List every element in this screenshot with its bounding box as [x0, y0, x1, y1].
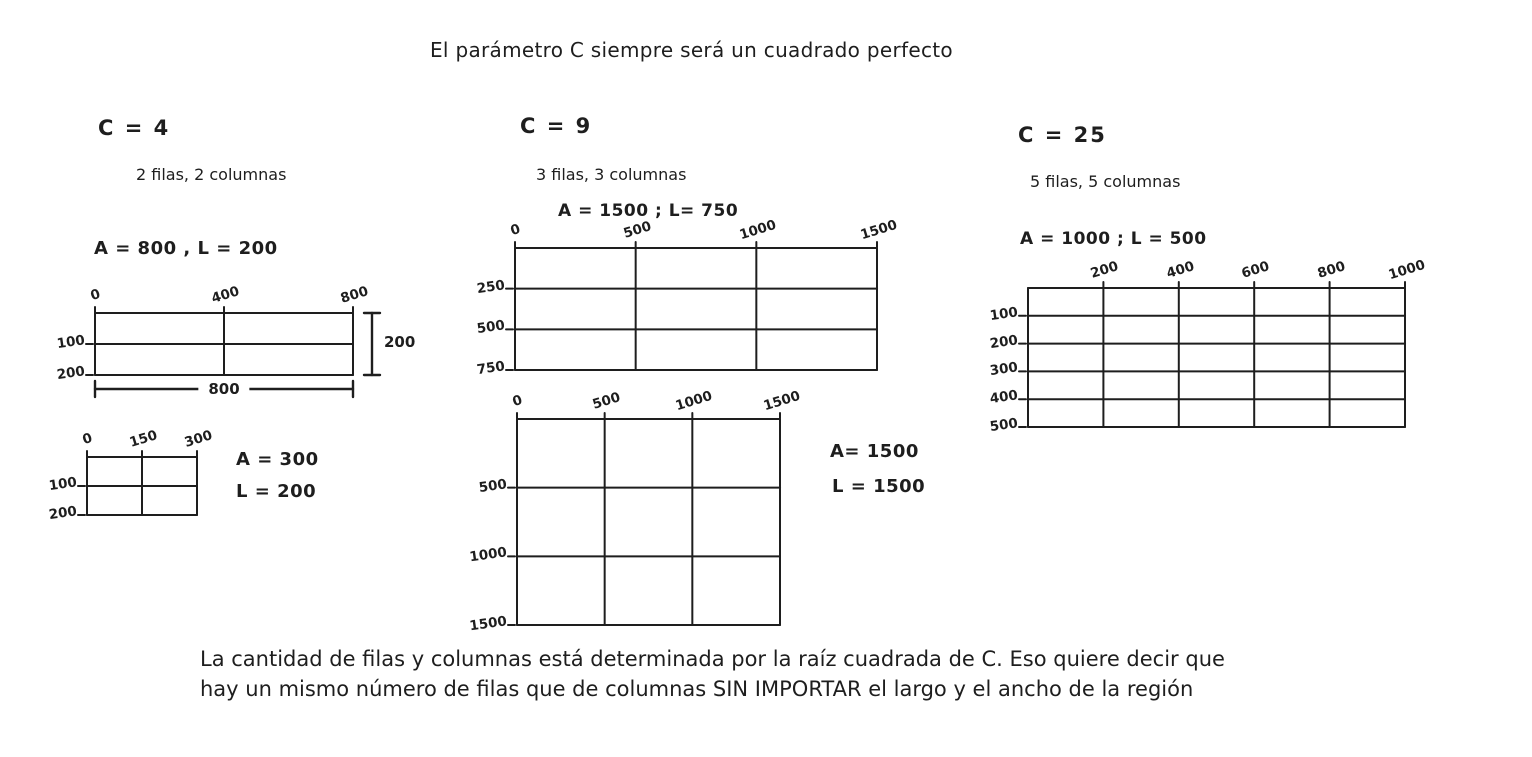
x-axis-tick-label: 400 [209, 283, 242, 307]
y-axis-tick-label: 1000 [468, 544, 508, 566]
footer-explanation-line-2: hay un mismo número de filas que de columnas SIN IMPORTAR el largo y el ancho de la región [200, 677, 1194, 701]
y-axis-tick-label: 250 [475, 276, 506, 297]
grid-c25 [988, 256, 1428, 436]
section-c9-params: A = 1500 ; L= 750 [558, 201, 739, 221]
y-axis-tick-label: 300 [988, 359, 1019, 380]
x-axis-tick-label: 300 [182, 427, 215, 451]
grid-c4-small-length-label: L = 200 [236, 481, 317, 502]
grid-c4-main [55, 283, 416, 398]
section-c4-label: C = 4 [98, 116, 171, 140]
y-axis-tick-label: 750 [475, 358, 506, 379]
grid-c4-small-area-label: A = 300 [236, 449, 319, 470]
x-axis-tick-label: 500 [621, 218, 653, 242]
x-axis-tick-label: 600 [1239, 258, 1272, 282]
grid-lines [1028, 288, 1405, 427]
x-axis-tick-label: 0 [88, 285, 103, 305]
x-axis-tick-label: 1500 [858, 216, 900, 244]
x-axis-tick-label: 500 [590, 389, 622, 413]
grid-c9-square-length-label: L = 1500 [832, 476, 926, 497]
height-dimension-label: 200 [384, 333, 416, 351]
section-c25-rows-cols: 5 filas, 5 columnas [1030, 172, 1181, 191]
x-axis-tick-label: 200 [1088, 258, 1121, 282]
section-c9-label: C = 9 [520, 114, 593, 138]
grid-lines [87, 457, 197, 515]
grid-c9-wide [475, 216, 900, 379]
x-axis-tick-label: 0 [510, 391, 525, 411]
x-axis-tick-label: 400 [1164, 258, 1197, 282]
y-axis-tick-label: 200 [55, 363, 86, 384]
y-axis-tick-label: 200 [47, 503, 78, 524]
y-axis-tick-label: 100 [988, 304, 1019, 324]
grid-lines [517, 419, 780, 625]
page-title: El parámetro C siempre será un cuadrado perfecto [430, 38, 953, 62]
y-axis-tick-label: 500 [475, 317, 506, 338]
section-c25-label: C = 25 [1018, 123, 1107, 147]
y-axis-tick-label: 500 [477, 475, 508, 496]
y-axis-tick-label: 200 [988, 331, 1019, 352]
x-axis-tick-label: 0 [80, 429, 95, 449]
y-axis-tick-label: 1500 [468, 613, 508, 635]
y-axis-tick-label: 400 [988, 387, 1019, 408]
grid-lines [95, 313, 353, 375]
x-axis-tick-label: 1000 [1386, 256, 1428, 284]
grid-c9-square [468, 387, 803, 635]
x-axis-tick-label: 1500 [761, 387, 803, 415]
grid-c4-small [47, 427, 215, 524]
y-axis-tick-label: 100 [55, 332, 86, 353]
y-axis-tick-label: 100 [47, 474, 78, 495]
grid-lines [515, 248, 877, 370]
x-axis-tick-label: 150 [127, 427, 160, 451]
section-c9-rows-cols: 3 filas, 3 columnas [536, 165, 687, 184]
x-axis-tick-label: 800 [1315, 258, 1347, 282]
section-c4-rows-cols: 2 filas, 2 columnas [136, 165, 287, 184]
footer-explanation-line-1: La cantidad de filas y columnas está determinada por la raíz cuadrada de C. Eso quiere decir que [200, 647, 1225, 671]
x-axis-tick-label: 1000 [737, 216, 779, 244]
x-axis-tick-label: 1000 [673, 387, 715, 415]
width-dimension-label: 800 [198, 380, 249, 398]
x-axis-tick-label: 800 [338, 283, 371, 307]
grid-c9-square-area-label: A= 1500 [830, 441, 919, 462]
y-axis-tick-label: 500 [988, 415, 1019, 436]
x-axis-tick-label: 0 [508, 220, 523, 240]
section-c4-params: A = 800 , L = 200 [94, 238, 278, 259]
section-c25-params: A = 1000 ; L = 500 [1020, 229, 1207, 249]
